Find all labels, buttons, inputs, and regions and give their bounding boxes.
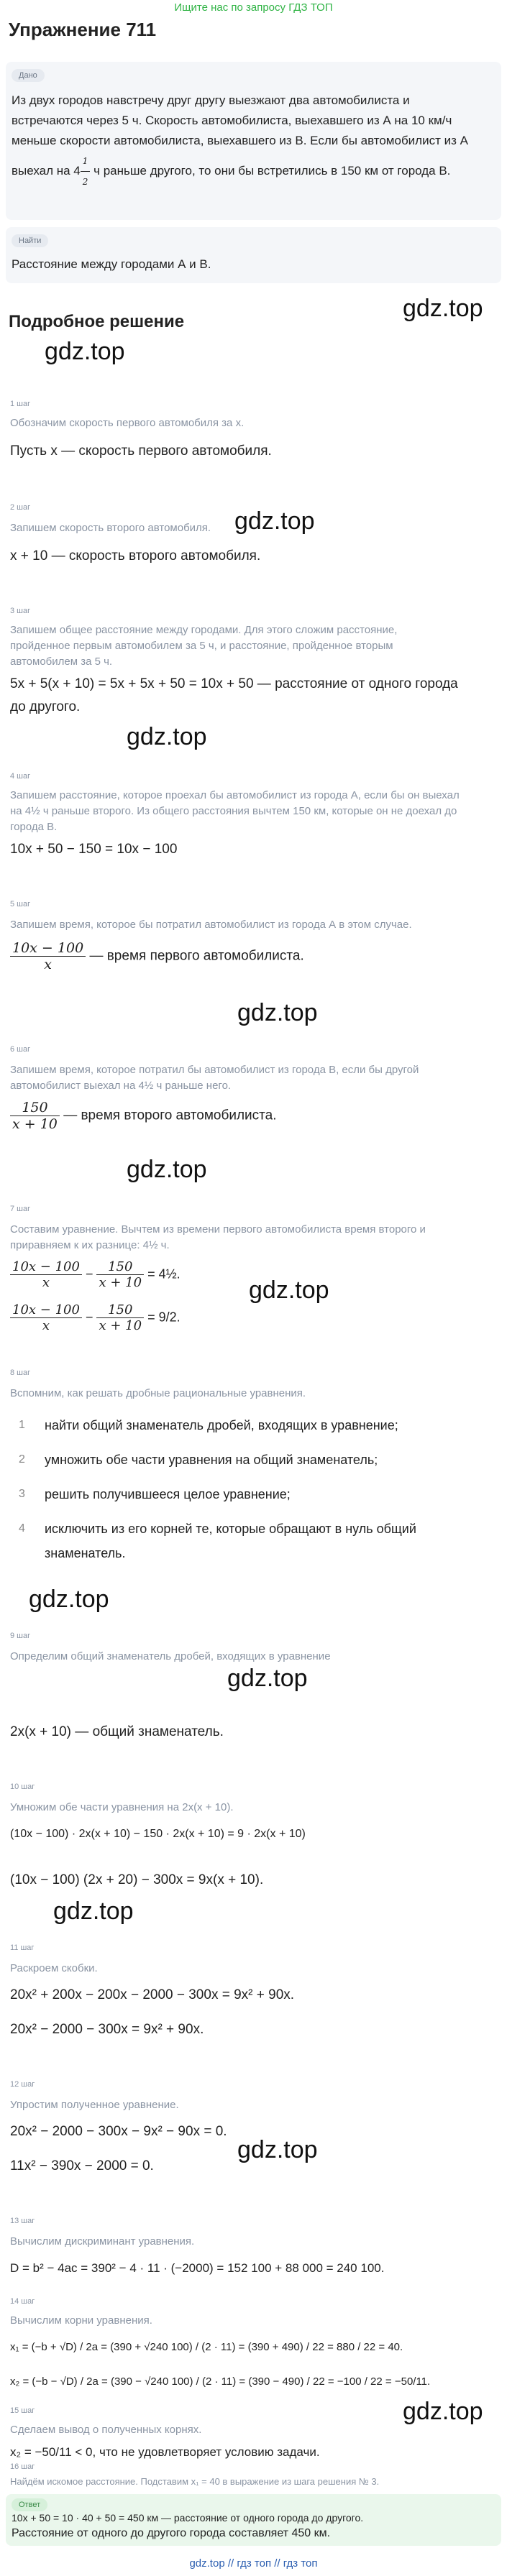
watermark: gdz.top [127,1156,207,1183]
step-explanation: Определим общий знаменатель дробей, входящих в уравнение [10,1650,331,1662]
watermark: gdz.top [29,1586,109,1613]
find-chip: Найти [12,234,48,247]
given-card [6,62,501,220]
watermark: gdz.top [45,338,125,365]
find-card [6,227,501,283]
step-result: 5x + 5(x + 10) = 5x + 5x + 50 = 10x + 50 — расстояние от одного города до другого. [10,676,458,714]
step-explanation: Сделаем вывод о полученных корнях. [10,2424,202,2436]
list-number: 3 [19,1488,25,1500]
equation: x₂ = (−b − √D) / 2a = (390 − √240 100) / (2 · 11) = (390 − 490) / 22 = −100 / 22 = −50/11. [10,2375,431,2388]
step-label: 16 шаг [10,2462,35,2471]
step-explanation: Составим уравнение. Вычтем из времени первого автомобилиста время второго и приравняем к их разнице: 4½ ч. [10,1223,426,1251]
step-result: x₂ = −50/11 < 0, что не удовлетворяет условию задачи. [10,2445,320,2459]
answer-text: Расстояние от одного до другого города составляет 450 км. [12,2527,331,2539]
equation: (10x − 100) (2x + 20) − 300x = 9x(x + 10). [10,1872,264,1887]
step-label: 6 шаг [10,1045,31,1054]
watermark: gdz.top [234,507,315,535]
list-number: 4 [19,1522,25,1535]
list-number: 1 [19,1419,25,1431]
equation: (10x − 100) · 2x(x + 10) − 150 · 2x(x + 10) = 9 · 2x(x + 10) [10,1828,306,1840]
step-label: 2 шаг [10,503,31,512]
step-explanation: Вычислим корни уравнения. [10,2314,152,2327]
list-number: 2 [19,1453,25,1466]
watermark: gdz.top [249,1276,329,1304]
step-result: $\frac{150}{x + 10}$ — время второго автомобилиста. [10,1100,277,1132]
step-label: 9 шаг [10,1632,31,1640]
list-item: найти общий знаменатель дробей, входящих в уравнение; [45,1418,398,1432]
step-result: Пусть x — скорость первого автомобиля. [10,443,272,459]
step-explanation: Запишем расстояние, которое проехал бы автомобилист из города А, если бы он выехал на 4½ ч раньше второго. Из общего расстояния вычтем 150 км, которые он не доехал до города В. [10,789,460,833]
find-text: Расстояние между городами А и В. [12,257,211,271]
step-explanation: Раскроем скобки. [10,1962,98,1974]
watermark: gdz.top [237,999,318,1026]
step-label: 5 шаг [10,900,31,908]
step-explanation: Вспомним, как решать дробные рациональные уравнения. [10,1387,306,1399]
watermark: gdz.top [403,295,483,322]
step-result: 10x + 50 − 150 = 10x − 100 [10,842,178,857]
search-hint-link[interactable]: Ищите нас по запросу ГДЗ ТОП [174,1,333,14]
step-label: 3 шаг [10,607,31,615]
step-explanation: Запишем время, которое потратил бы автомобилист из города В, если бы другой автомобилист выехал на 4½ ч раньше него. [10,1064,419,1092]
step-label: 1 шаг [10,400,31,408]
step-result: 10x + 50 = 10 · 40 + 50 = 450 км — расстояние от одного города до другого. [12,2512,364,2524]
step-explanation: Найдём искомое расстояние. Подставим x₁ = 40 в выражение из шага решения № 3. [10,2476,380,2487]
list-item: знаменатель. [45,1546,126,1560]
watermark: gdz.top [53,1898,134,1925]
given-text: Из двух городов навстречу друг другу выезжают два автомобилиста и встречаются через 5 ч. Скорость автомобилиста, выехавшего из А на 10 км/ч меньше скорости автомобилиста, выехавшего из В. Если бы автомобилист из А выехал на 4 $\frac{1}{2}$ ч раньше другого, то они бы встретились в 150 км от города В. [12,93,468,187]
step-explanation: Запишем общее расстояние между городами. Для этого сложим расстояние, пройденное первым автомобилем за 5 ч, и расстояние, пройденное вторым автомобилем за 5 ч. [10,624,398,668]
list-item: умножить обе части уравнения на общий знаменатель; [45,1453,378,1467]
step-result: x + 10 — скорость второго автомобиля. [10,548,261,564]
answer-card [6,2494,501,2546]
step-explanation: Упростим полученное уравнение. [10,2099,179,2111]
given-chip: Дано [12,69,45,82]
equation: D = b² − 4ac = 390² − 4 · 11 · (−2000) = 152 100 + 88 000 = 240 100. [10,2261,385,2275]
step-explanation: Запишем скорость второго автомобиля. [10,522,211,534]
step-label: 8 шаг [10,1368,31,1377]
step-explanation: Вычислим дискриминант уравнения. [10,2235,195,2248]
watermark: gdz.top [237,2136,318,2163]
equation: 20x² − 2000 − 300x − 9x² − 90x = 0. [10,2124,227,2139]
exercise-title: Упражнение 711 [9,19,157,40]
step-label: 14 шаг [10,2297,35,2306]
equation: 11x² − 390x − 2000 = 0. [10,2158,154,2174]
footer-links[interactable]: gdz.top // гдз топ // гдз топ [189,2557,318,2570]
step-result: 2x(x + 10) — общий знаменатель. [10,1724,224,1739]
step-label: 10 шаг [10,1782,35,1791]
step-label: 4 шаг [10,772,31,781]
equation: $\frac{10x - 100}{x}$ − $\frac{150}{x + 10}$ = 4½. [10,1259,181,1290]
step-label: 7 шаг [10,1205,31,1213]
step-explanation: Обозначим скорость первого автомобиля за x. [10,417,245,429]
equation: x₁ = (−b + √D) / 2a = (390 + √240 100) / (2 · 11) = (390 + 490) / 22 = 880 / 22 = 40. [10,2341,403,2353]
solution-title: Подробное решение [9,312,185,331]
step-label: 15 шаг [10,2406,35,2415]
equation: $\frac{10x - 100}{x}$ − $\frac{150}{x + 10}$ = 9/2. [10,1302,181,1333]
equation: 20x² + 200x − 200x − 2000 − 300x = 9x² + 90x. [10,1987,295,2002]
step-explanation: Умножим обе части уравнения на 2x(x + 10). [10,1801,234,1813]
step-label: 12 шаг [10,2080,35,2089]
step-label: 13 шаг [10,2217,35,2225]
list-item: исключить из его корней те, которые обращают в нуль общий [45,1522,416,1536]
watermark: gdz.top [403,2398,483,2425]
watermark: gdz.top [127,723,207,750]
step-result: $\frac{10x - 100}{x}$ — время первого автомобилиста. [10,940,304,972]
step-label: 11 шаг [10,1944,35,1952]
answer-chip: Ответ [12,2498,47,2511]
equation: 20x² − 2000 − 300x = 9x² + 90x. [10,2022,204,2037]
step-explanation: Запишем время, которое бы потратил автомобилист из города А в этом случае. [10,919,412,931]
watermark: gdz.top [227,1665,308,1692]
list-item: решить получившееся целое уравнение; [45,1487,291,1501]
